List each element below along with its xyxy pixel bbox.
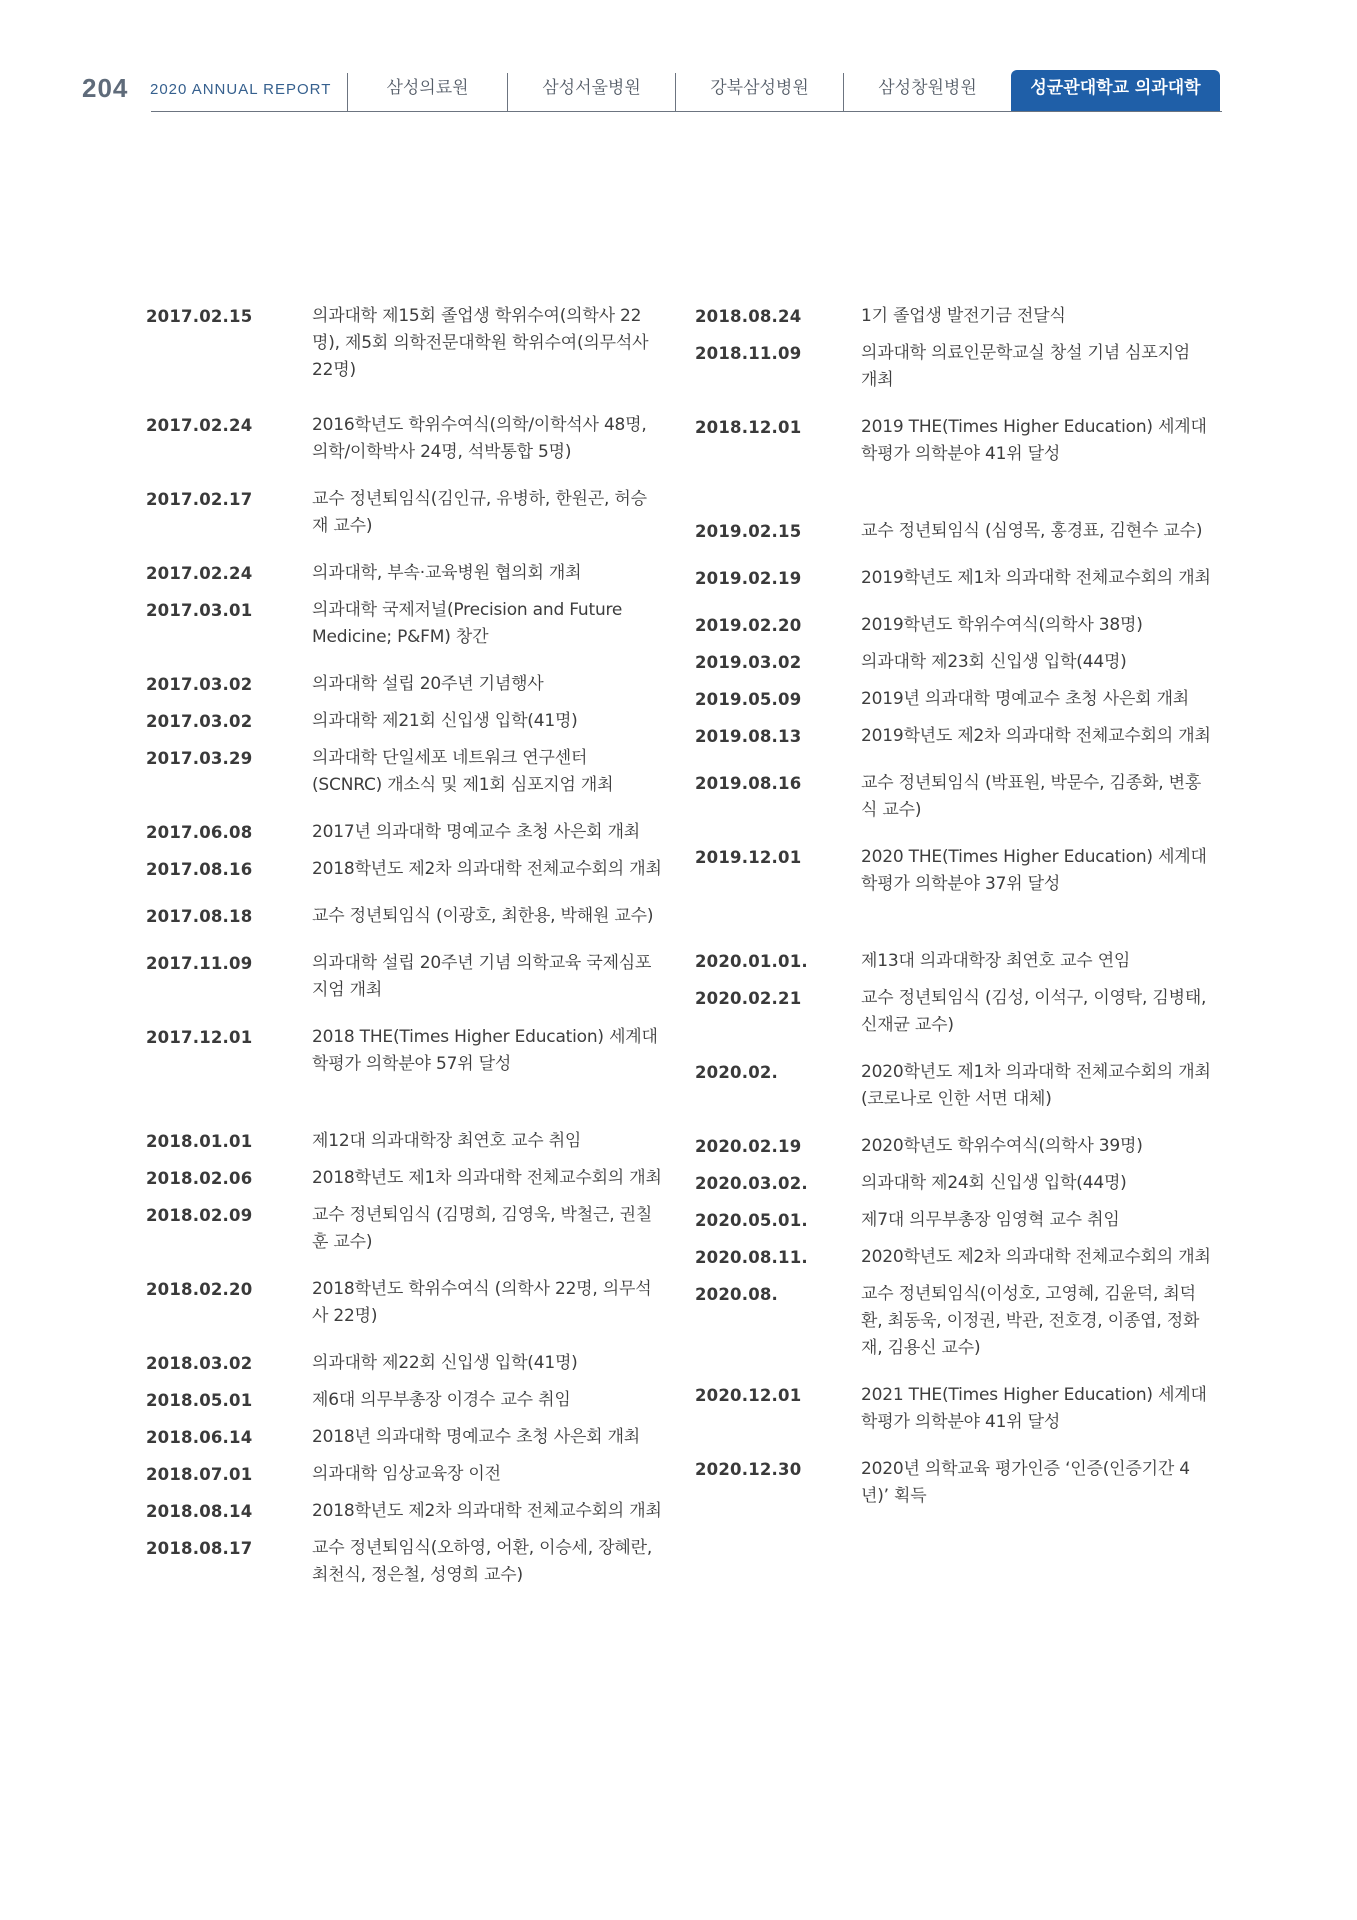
timeline-entry [146,708,666,735]
entry-date: 2019.05.09 [695,690,802,709]
entry-text: 교수 정년퇴임식(오하영, 어환, 이승세, 장혜란, 최천식, 정은철, 성영희 교수) [312,1538,653,1585]
timeline-entry [146,1387,666,1414]
entry-text: 1기 졸업생 발전기금 전달식 [861,306,1066,326]
timeline-entry [695,518,1215,545]
timeline-entry [146,950,666,1004]
timeline-entry [146,1461,666,1488]
entry-text: 의과대학 국제저널(Precision and Future Medicine; P&FM) 창간 [312,600,623,647]
entry-date: 2019.02.15 [695,522,802,541]
entry-text: 의과대학 제15회 졸업생 학위수여(의학사 22명), 제5회 의학전문대학원 학위수여(의무석사 22명) [312,306,649,380]
entry-date: 2017.11.09 [146,954,253,973]
entry-text: 2019년 의과대학 명예교수 초청 사은회 개최 [861,689,1190,709]
entry-text: 제13대 의과대학장 최연호 교수 연임 [861,951,1131,971]
entry-text: 의과대학 제23회 신입생 입학(44명) [861,652,1127,672]
entry-date: 2018.06.14 [146,1428,253,1447]
entry-text: 2019학년도 제2차 의과대학 전체교수회의 개최 [861,726,1211,746]
timeline-entry [695,1059,1215,1113]
timeline-entry [695,686,1215,713]
entry-text: 2017년 의과대학 명예교수 초청 사은회 개최 [312,822,641,842]
entry-text: 의과대학 제24회 신입생 입학(44명) [861,1173,1127,1193]
tab-skku-medicine[interactable]: 성균관대학교 의과대학 [1011,70,1220,111]
entry-date: 2019.03.02 [695,653,802,672]
entry-date: 2018.11.09 [695,344,802,363]
entry-date: 2017.08.18 [146,907,253,926]
entry-text: 2020학년도 제1차 의과대학 전체교수회의 개최(코로나로 인한 서면 대체) [861,1062,1211,1109]
timeline-entry [146,303,666,384]
entry-date: 2020.12.01 [695,1386,802,1405]
timeline-entry [695,844,1215,898]
entry-text: 의과대학 의료인문학교실 창설 기념 심포지엄 개최 [861,343,1191,390]
timeline-entry [695,1456,1215,1510]
timeline-entry [146,1024,666,1078]
entry-date: 2019.02.19 [695,569,802,588]
entry-date: 2020.03.02. [695,1174,808,1193]
timeline-entry [146,1498,666,1525]
entry-text: 교수 정년퇴임식 (이광호, 최한용, 박해원 교수) [312,906,654,926]
timeline-entry [695,770,1215,824]
entry-date: 2020.02. [695,1063,779,1082]
entry-date: 2018.01.01 [146,1132,253,1151]
tab-samsung-changwon-hospital[interactable]: 삼성창원병원 [843,73,1011,111]
entry-date: 2020.05.01. [695,1211,808,1230]
entry-date: 2017.08.16 [146,860,253,879]
entry-text: 2020년 의학교육 평가인증 ‘인증(인증기간 4년)’ 획득 [861,1459,1190,1506]
timeline-entry [695,303,1215,330]
entry-date: 2017.12.01 [146,1028,253,1047]
entry-date: 2018.08.24 [695,307,802,326]
entry-date: 2018.02.06 [146,1169,253,1188]
timeline-entry [695,1281,1215,1362]
entry-text: 2019 THE(Times Higher Education) 세계대학평가 의학분야 41위 달성 [861,417,1207,464]
timeline-entry [146,819,666,846]
entry-date: 2018.03.02 [146,1354,253,1373]
timeline-entry [146,856,666,883]
timeline-entry [695,612,1215,639]
entry-text: 의과대학, 부속·교육병원 협의회 개최 [312,563,582,583]
entry-date: 2017.03.02 [146,712,253,731]
entry-date: 2019.08.16 [695,774,802,793]
entry-text: 의과대학 단일세포 네트워크 연구센터 (SCNRC) 개소식 및 제1회 심포지엄 개최 [312,748,614,795]
timeline-entry [146,1276,666,1330]
entry-text: 2018 THE(Times Higher Education) 세계대학평가 의학분야 57위 달성 [312,1027,658,1074]
timeline-entry [146,1128,666,1155]
entry-text: 2018년 의과대학 명예교수 초청 사은회 개최 [312,1427,641,1447]
entry-text: 의과대학 제21회 신입생 입학(41명) [312,711,578,731]
entry-date: 2020.01.01. [695,952,808,971]
page-number: 204 [82,73,129,103]
entry-text: 교수 정년퇴임식 (박표원, 박문수, 김종화, 변홍식 교수) [861,773,1202,820]
entry-date: 2020.08.11. [695,1248,808,1267]
entry-date: 2020.02.19 [695,1137,802,1156]
entry-date: 2018.02.20 [146,1280,253,1299]
page-header [0,0,1357,120]
timeline-entry [695,1170,1215,1197]
timeline-entry [146,597,666,651]
entry-date: 2019.02.20 [695,616,802,635]
timeline-entry [695,1244,1215,1271]
entry-date: 2018.05.01 [146,1391,253,1410]
entry-text: 2021 THE(Times Higher Education) 세계대학평가 의학분야 41위 달성 [861,1385,1207,1432]
entry-text: 의과대학 제22회 신입생 입학(41명) [312,1353,578,1373]
timeline-entry [146,903,666,930]
entry-date: 2018.02.09 [146,1206,253,1225]
entry-text: 의과대학 임상교육장 이전 [312,1464,501,1484]
header-divider [151,111,1222,112]
entry-date: 2020.08. [695,1285,779,1304]
timeline-entry [695,340,1215,394]
entry-text: 제6대 의무부총장 이경수 교수 취임 [312,1390,571,1410]
entry-text: 2016학년도 학위수여식(의학/이학석사 48명, 의학/이학박사 24명, 석박통합 5명) [312,415,647,462]
entry-date: 2017.02.17 [146,490,253,509]
entry-text: 2020학년도 학위수여식(의학사 39명) [861,1136,1143,1156]
entry-date: 2018.07.01 [146,1465,253,1484]
entry-date: 2017.02.24 [146,416,253,435]
timeline-entry [146,412,666,466]
entry-text: 2018학년도 제1차 의과대학 전체교수회의 개최 [312,1168,662,1188]
entry-text: 제12대 의과대학장 최연호 교수 취임 [312,1131,582,1151]
entry-date: 2019.08.13 [695,727,802,746]
entry-date: 2017.06.08 [146,823,253,842]
timeline-entry [146,745,666,799]
entry-date: 2017.03.29 [146,749,253,768]
entry-text: 2018학년도 학위수여식 (의학사 22명, 의무석사 22명) [312,1279,652,1326]
timeline-entry [146,1202,666,1256]
timeline-entry [695,948,1215,975]
entry-text: 2018학년도 제2차 의과대학 전체교수회의 개최 [312,859,662,879]
timeline-entry [695,414,1215,468]
report-title: 2020 ANNUAL REPORT [150,81,332,98]
timeline-entry [695,985,1215,1039]
timeline-entry [695,565,1215,592]
timeline-left-column [146,295,666,1589]
entry-text: 2019학년도 제1차 의과대학 전체교수회의 개최 [861,568,1211,588]
timeline-entry [695,723,1215,750]
entry-date: 2019.12.01 [695,848,802,867]
entry-text: 교수 정년퇴임식 (심영목, 홍경표, 김현수 교수) [861,521,1203,541]
entry-text: 2019학년도 학위수여식(의학사 38명) [861,615,1143,635]
entry-date: 2017.02.24 [146,564,253,583]
entry-date: 2017.03.01 [146,601,253,620]
entry-date: 2018.08.17 [146,1539,253,1558]
entry-date: 2017.02.15 [146,307,253,326]
timeline-entry [146,486,666,540]
timeline-entry [146,671,666,698]
entry-text: 2020 THE(Times Higher Education) 세계대학평가 의학분야 37위 달성 [861,847,1207,894]
timeline-entry [146,1350,666,1377]
tab-samsung-seoul-hospital[interactable]: 삼성서울병원 [507,73,675,111]
timeline-entry [695,1133,1215,1160]
entry-date: 2020.02.21 [695,989,802,1008]
entry-text: 교수 정년퇴임식 (김명희, 김영욱, 박철근, 권칠훈 교수) [312,1205,653,1252]
entry-date: 2020.12.30 [695,1460,802,1479]
entry-text: 의과대학 설립 20주년 기념행사 [312,674,544,694]
entry-text: 교수 정년퇴임식 (김성, 이석구, 이영탁, 김병태, 신재균 교수) [861,988,1207,1035]
timeline-entry [146,1165,666,1192]
entry-text: 의과대학 설립 20주년 기념 의학교육 국제심포지엄 개최 [312,953,652,1000]
timeline-right-column [695,295,1215,1510]
entry-text: 교수 정년퇴임식(이성호, 고영혜, 김윤덕, 최덕환, 최동욱, 이정권, 박관, 전호경, 이종엽, 정화재, 김용신 교수) [861,1284,1200,1358]
entry-date: 2018.08.14 [146,1502,253,1521]
entry-text: 2018학년도 제2차 의과대학 전체교수회의 개최 [312,1501,662,1521]
tab-samsung-medical-center[interactable]: 삼성의료원 [347,73,507,111]
entry-date: 2017.03.02 [146,675,253,694]
timeline-entry [695,1207,1215,1234]
timeline-entry [146,1424,666,1451]
tab-kangbuk-samsung-hospital[interactable]: 강북삼성병원 [675,73,843,111]
entry-text: 제7대 의무부총장 임영혁 교수 취임 [861,1210,1120,1230]
timeline-entry [695,1382,1215,1436]
entry-text: 교수 정년퇴임식(김인규, 유병하, 한원곤, 허승재 교수) [312,489,647,536]
entry-date: 2018.12.01 [695,418,802,437]
timeline-entry [146,560,666,587]
timeline-entry [146,1535,666,1589]
entry-text: 2020학년도 제2차 의과대학 전체교수회의 개최 [861,1247,1211,1267]
timeline-entry [695,649,1215,676]
